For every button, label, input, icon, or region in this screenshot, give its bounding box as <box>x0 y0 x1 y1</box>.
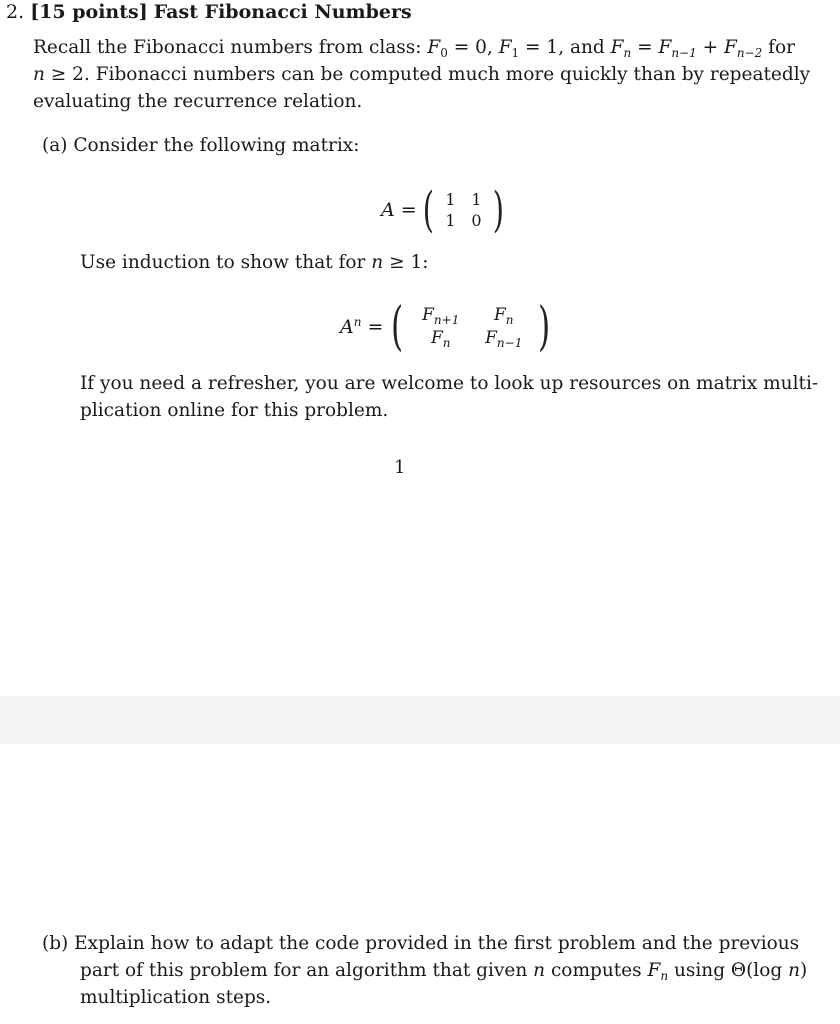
intro-line-1 <box>33 34 823 61</box>
math-equals: = <box>394 199 417 221</box>
intro-text: ≥ 2. Fibonacci numbers can be computed much more quickly than by repeatedly <box>44 64 811 85</box>
math-sub: n+1 <box>433 313 460 327</box>
matrix-a-equation <box>381 182 508 238</box>
intro-line-2 <box>33 61 823 88</box>
math-F: F <box>658 37 672 58</box>
math-sub: n <box>505 313 514 327</box>
matrix-cell <box>408 327 474 350</box>
matrix-cell <box>408 304 474 327</box>
part-b-text: using Θ(log <box>668 960 789 981</box>
matrix-cell: 0 <box>471 211 482 230</box>
induction-text <box>80 252 428 273</box>
part-b-text: computes <box>545 960 648 981</box>
matrix-cell: 1 <box>445 190 456 209</box>
math-n: n <box>788 960 801 981</box>
part-b-line-1: (b) Explain how to adapt the code provided in the first problem and the previous <box>42 933 800 954</box>
math-text: = 1, and <box>519 37 611 58</box>
matrix-power-lhs <box>340 316 383 338</box>
math-F: F <box>422 305 434 325</box>
math-F: F <box>430 328 443 348</box>
right-paren: ) <box>493 182 505 238</box>
left-paren: ( <box>391 297 404 357</box>
intro-paragraph <box>33 34 823 115</box>
math-F: F <box>498 37 512 58</box>
math-sub: 1 <box>511 46 520 60</box>
part-b-line-3: multiplication steps. <box>80 987 272 1008</box>
math-sub: 0 <box>440 46 448 60</box>
part-b-line-2 <box>80 957 807 984</box>
matrix-cell: 1 <box>445 211 456 230</box>
left-paren: ( <box>422 182 434 238</box>
right-paren: ) <box>537 297 550 357</box>
math-F: F <box>493 305 506 325</box>
math-sub: n <box>442 336 451 350</box>
math-A: A <box>340 316 354 338</box>
problem-points: [15 points] <box>30 1 148 23</box>
math-exponent: n <box>353 315 362 329</box>
math-sub: n−2 <box>736 46 763 60</box>
part-b-text: part of this problem for an algorithm that given <box>80 960 534 981</box>
math-sub: n <box>623 46 632 60</box>
math-equals: = <box>361 316 384 338</box>
math-text: = <box>631 37 659 58</box>
refresher-line-2: plication online for this problem. <box>80 400 389 421</box>
part-a-label: (a) Consider the following matrix: <box>42 135 360 156</box>
math-sub: n <box>660 969 669 983</box>
problem-title: Fast Fibonacci Numbers <box>153 1 412 23</box>
intro-text: Recall the Fibonacci numbers from class: <box>33 37 428 58</box>
matrix-power-cells <box>408 304 534 350</box>
problem-number: 2. <box>6 1 25 23</box>
math-text: + <box>696 37 725 58</box>
induction-post: ≥ 1: <box>383 252 429 273</box>
intro-line-3: evaluating the recurrence relation. <box>33 91 363 112</box>
matrix-cell <box>474 304 534 327</box>
matrix-cell <box>474 327 534 350</box>
math-n: n <box>371 252 384 273</box>
matrix-a-lhs <box>381 199 417 221</box>
math-F: F <box>485 328 497 348</box>
refresher-line-1: If you need a refresher, you are welcome to look up resources on matrix multi- <box>80 373 819 394</box>
math-n: n <box>533 960 546 981</box>
problem-heading <box>6 0 412 24</box>
math-sub: n−1 <box>671 46 697 60</box>
math-F: F <box>610 37 624 58</box>
math-F: F <box>724 37 737 58</box>
math-A: A <box>381 199 395 221</box>
math-text: = 0, <box>447 37 499 58</box>
math-n: n <box>33 64 45 85</box>
matrix-cell: 1 <box>471 190 482 209</box>
page-number: 1 <box>394 457 406 478</box>
induction-pre: Use induction to show that for <box>80 252 372 273</box>
matrix-a-cells <box>437 189 489 231</box>
page-separator <box>0 696 840 744</box>
matrix-power-equation <box>340 297 554 357</box>
math-sub: n−1 <box>496 336 523 350</box>
math-F: F <box>427 37 441 58</box>
intro-text: for <box>762 37 795 58</box>
part-b-text: ) <box>800 960 808 981</box>
math-F: F <box>647 960 661 981</box>
